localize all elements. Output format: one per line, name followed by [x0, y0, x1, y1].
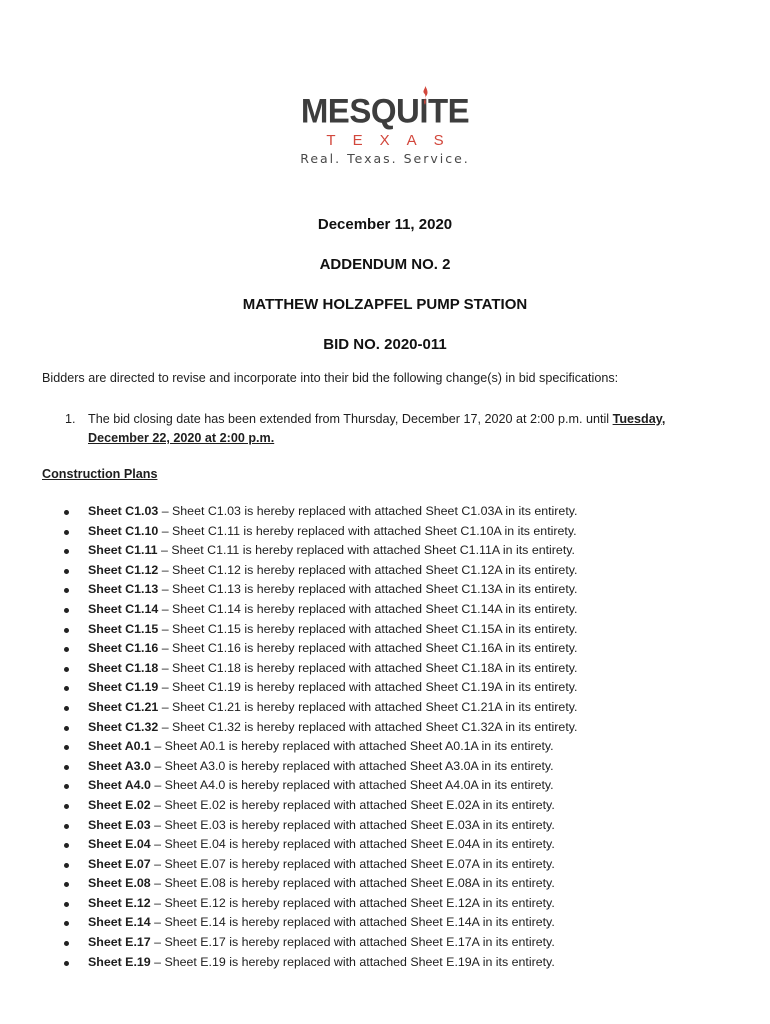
- sheet-id: Sheet C1.12: [88, 562, 159, 577]
- bullet-icon: [64, 804, 69, 809]
- sheet-id: Sheet E.17: [88, 935, 151, 950]
- list-item: [62, 953, 742, 973]
- sheet-id: Sheet E.04: [88, 837, 151, 852]
- bullet-icon: [64, 843, 69, 848]
- sheet-id: Sheet C1.16: [88, 641, 159, 656]
- bullet-icon: [64, 902, 69, 907]
- bullet-icon: [64, 647, 69, 652]
- list-item: [62, 855, 742, 875]
- sheet-id: Sheet E.19: [88, 954, 151, 969]
- sheet-id: Sheet E.12: [88, 895, 151, 910]
- bullet-icon: [64, 784, 69, 789]
- sheet-description: – Sheet E.14 is hereby replaced with attached Sheet E.14A in its entirety.: [150, 915, 555, 930]
- sheet-description: – Sheet A4.0 is hereby replaced with attached Sheet A4.0A in its entirety.: [150, 778, 554, 793]
- bullet-icon: [64, 549, 69, 554]
- list-item: [62, 561, 742, 581]
- logo-wordmark: [301, 91, 469, 131]
- list-item: [62, 541, 742, 561]
- list-item: [62, 678, 742, 698]
- list-item: [62, 874, 742, 894]
- bid-number: BID NO. 2020-011: [323, 336, 447, 353]
- sheet-description: – Sheet E.04 is hereby replaced with attached Sheet E.04A in its entirety.: [150, 837, 555, 852]
- sheet-description: – Sheet C1.14 is hereby replaced with attached Sheet C1.14A in its entirety.: [158, 601, 578, 616]
- list-item: [62, 835, 742, 855]
- list-item: [62, 600, 742, 620]
- bullet-icon: [64, 667, 69, 672]
- sheet-id: Sheet C1.14: [88, 601, 159, 616]
- sheet-id: Sheet C1.15: [88, 621, 159, 636]
- bullet-icon: [64, 510, 69, 515]
- list-item: [62, 894, 742, 914]
- project-title: MATTHEW HOLZAPFEL PUMP STATION: [242, 296, 528, 313]
- logo-word-text: MESQUITE: [300, 91, 470, 130]
- sheet-description: – Sheet E.03 is hereby replaced with attached Sheet E.03A in its entirety.: [150, 817, 555, 832]
- item-text-body: The bid closing date has been extended from Thursday, December 17, 2020 at 2:00 p.m. until: [88, 412, 613, 426]
- bullet-icon: [64, 824, 69, 829]
- item-new-date: Tuesday, December 22, 2020 at 2:00 p.m.: [88, 412, 666, 445]
- list-item: [62, 659, 742, 679]
- bullet-icon: [64, 706, 69, 711]
- numbered-item-1: [65, 410, 725, 448]
- sheet-id: Sheet C1.11: [88, 543, 158, 558]
- sheet-description: – Sheet E.07 is hereby replaced with attached Sheet E.07A in its entirety.: [150, 856, 555, 871]
- list-item: [62, 796, 742, 816]
- list-item: [62, 913, 742, 933]
- sheet-list: [62, 502, 742, 972]
- sheet-id: Sheet A0.1: [88, 739, 151, 754]
- sheet-description: – Sheet C1.11 is hereby replaced with attached Sheet C1.11A in its entirety.: [157, 543, 575, 558]
- list-item: [62, 502, 742, 522]
- sheet-id: Sheet C1.10: [88, 523, 159, 538]
- sheet-id: Sheet E.14: [88, 915, 151, 930]
- item-text: [88, 410, 725, 448]
- list-item: [62, 776, 742, 796]
- list-item: [62, 933, 742, 953]
- sheet-description: – Sheet C1.21 is hereby replaced with attached Sheet C1.21A in its entirety.: [158, 699, 578, 714]
- sheet-id: Sheet E.03: [88, 817, 151, 832]
- bullet-icon: [64, 765, 69, 770]
- bullet-icon: [64, 530, 69, 535]
- sheet-description: – Sheet C1.19 is hereby replaced with attached Sheet C1.19A in its entirety.: [158, 680, 578, 695]
- list-item: [62, 522, 742, 542]
- addendum-title: ADDENDUM NO. 2: [319, 256, 451, 273]
- flame-icon: [420, 85, 430, 106]
- list-item: [62, 718, 742, 738]
- bullet-icon: [64, 941, 69, 946]
- bullet-icon: [64, 569, 69, 574]
- sheet-description: – Sheet A0.1 is hereby replaced with attached Sheet A0.1A in its entirety.: [150, 739, 554, 754]
- logo-tagline: Real. Texas. Service.: [300, 151, 470, 166]
- intro-paragraph: Bidders are directed to revise and incorporate into their bid the following change(s) in bid specifications:: [42, 371, 619, 385]
- list-item: [62, 816, 742, 836]
- list-item: [62, 580, 742, 600]
- sheet-description: – Sheet E.08 is hereby replaced with attached Sheet E.08A in its entirety.: [150, 876, 555, 891]
- sheet-description: – Sheet C1.13 is hereby replaced with attached Sheet C1.13A in its entirety.: [158, 582, 578, 597]
- bullet-icon: [64, 745, 69, 750]
- sheet-description: – Sheet C1.32 is hereby replaced with attached Sheet C1.32A in its entirety.: [158, 719, 578, 734]
- bullet-icon: [64, 686, 69, 691]
- sheet-id: Sheet C1.13: [88, 582, 159, 597]
- logo-state: TEXAS: [326, 132, 461, 149]
- bullet-icon: [64, 608, 69, 613]
- bullet-icon: [64, 588, 69, 593]
- sheet-id: Sheet C1.32: [88, 719, 159, 734]
- sheet-id: Sheet E.02: [88, 797, 151, 812]
- sheet-description: – Sheet E.02 is hereby replaced with attached Sheet E.02A in its entirety.: [150, 797, 555, 812]
- sheet-id: Sheet C1.03: [88, 504, 159, 518]
- sheet-id: Sheet E.08: [88, 876, 151, 891]
- sheet-description: – Sheet C1.16 is hereby replaced with attached Sheet C1.16A in its entirety.: [158, 641, 578, 656]
- bullet-icon: [64, 921, 69, 926]
- bullet-icon: [64, 628, 69, 633]
- bullet-icon: [64, 882, 69, 887]
- sheet-id: Sheet C1.21: [88, 699, 159, 714]
- sheet-description: – Sheet C1.18 is hereby replaced with attached Sheet C1.18A in its entirety.: [158, 660, 578, 675]
- sheet-description: – Sheet C1.11 is hereby replaced with attached Sheet C1.10A in its entirety.: [158, 523, 577, 538]
- sheet-id: Sheet C1.18: [88, 660, 159, 675]
- sheet-description: – Sheet A3.0 is hereby replaced with attached Sheet A3.0A in its entirety.: [150, 758, 554, 773]
- sheet-description: – Sheet E.19 is hereby replaced with attached Sheet E.19A in its entirety.: [150, 954, 555, 969]
- sheet-description: – Sheet C1.15 is hereby replaced with attached Sheet C1.15A in its entirety.: [158, 621, 578, 636]
- list-item: [62, 757, 742, 777]
- sheet-description: – Sheet C1.12 is hereby replaced with attached Sheet C1.12A in its entirety.: [158, 562, 578, 577]
- sheet-id: Sheet C1.19: [88, 680, 159, 695]
- section-heading: Construction Plans: [42, 467, 158, 481]
- item-number: 1.: [65, 412, 76, 426]
- list-item: [62, 639, 742, 659]
- city-logo: [0, 92, 770, 166]
- sheet-id: Sheet A4.0: [88, 778, 151, 793]
- bullet-icon: [64, 961, 69, 966]
- document-date: December 11, 2020: [317, 216, 453, 233]
- list-item: [62, 698, 742, 718]
- sheet-description: – Sheet E.17 is hereby replaced with attached Sheet E.17A in its entirety.: [150, 935, 555, 950]
- list-item: [62, 620, 742, 640]
- bullet-icon: [64, 726, 69, 731]
- sheet-description: – Sheet C1.03 is hereby replaced with attached Sheet C1.03A in its entirety.: [158, 504, 578, 518]
- list-item: [62, 737, 742, 757]
- sheet-id: Sheet A3.0: [88, 758, 151, 773]
- bullet-icon: [64, 863, 69, 868]
- sheet-id: Sheet E.07: [88, 856, 151, 871]
- sheet-description: – Sheet E.12 is hereby replaced with attached Sheet E.12A in its entirety.: [150, 895, 555, 910]
